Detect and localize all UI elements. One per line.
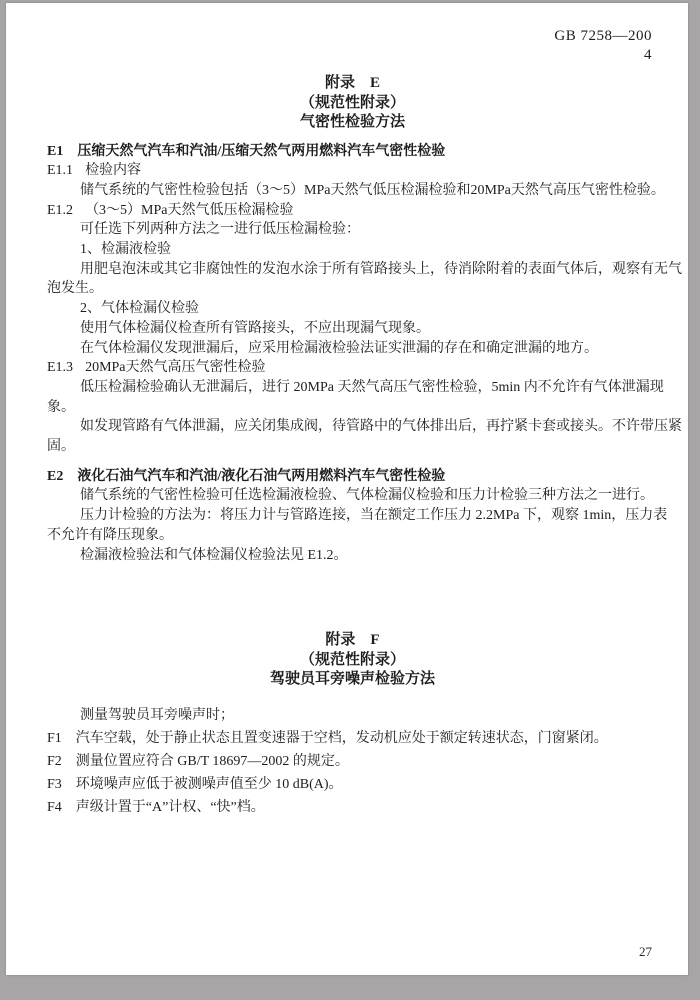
clause-number: F4 bbox=[47, 799, 62, 815]
paragraph-continuation bbox=[47, 279, 658, 299]
heading-e1-3 bbox=[47, 358, 658, 378]
paragraph-text: 不允许有降压现象。 bbox=[47, 527, 173, 543]
paragraph bbox=[47, 220, 658, 240]
clause-text: 液化石油气汽车和汽油/液化石油气两用燃料汽车气密性检验 bbox=[77, 468, 446, 484]
heading-e1 bbox=[47, 142, 658, 162]
paragraph-text: 用肥皂泡沫或其它非腐蚀性的发泡水涂于所有管路接头上，待消除附着的表面气体后，观察有无气 bbox=[80, 261, 682, 277]
clause-number: E1 bbox=[47, 143, 64, 159]
paragraph-continuation bbox=[47, 526, 658, 546]
paragraph-text: 储气系统的气密性检验可任选检漏液检验、气体检漏仪检验和压力计检验三种方法之一进行。 bbox=[80, 488, 654, 504]
paragraph-text: 储气系统的气密性检验包括（3～5）MPa天然气低压检漏检验和20MPa天然气高压气密性检验。 bbox=[80, 182, 665, 198]
paragraph bbox=[47, 378, 664, 398]
paragraph-text: 1、检漏液检验 bbox=[80, 242, 171, 258]
paragraph-text: 压力计检验的方法为：将压力计与管路连接，当在额定工作压力 2.2MPa 下，观察 1min，压力表 bbox=[80, 508, 668, 524]
appendix-e-body bbox=[47, 142, 682, 566]
paragraph bbox=[47, 260, 682, 280]
clause-number: E1.1 bbox=[47, 163, 74, 179]
paragraph-text: 泡发生。 bbox=[47, 281, 103, 297]
page-content bbox=[6, 74, 688, 819]
clause-f3 bbox=[47, 773, 658, 796]
clause-text: （3～5）MPa天然气低压检漏检验 bbox=[85, 202, 294, 218]
heading-e2 bbox=[47, 467, 658, 487]
paragraph-continuation bbox=[47, 437, 658, 457]
paragraph-text: 检漏液检验法和气体检漏仪检验法见 E1.2。 bbox=[80, 547, 348, 563]
paragraph-text: 象。 bbox=[47, 399, 75, 415]
clause-number: F3 bbox=[47, 776, 62, 792]
paragraph-text: 低压检漏检验确认无泄漏后，进行 20MPa 天然气高压气密性检验，5min 内不允许有气体泄漏现 bbox=[80, 379, 664, 395]
paragraph-text: 如发现管路有气体泄漏，应关闭集成阀，待管路中的气体排出后，再拧紧卡套或接头。不许带压紧 bbox=[80, 419, 682, 435]
paragraph bbox=[47, 319, 658, 339]
clause-text: 声级计置于“A”计权、“快”档。 bbox=[75, 799, 265, 815]
clause-text: 压缩天然气汽车和汽油/压缩天然气两用燃料汽车气密性检验 bbox=[77, 143, 446, 159]
clause-text: 汽车空载，处于静止状态且置变速器于空档，发动机应处于额定转速状态，门窗紧闭。 bbox=[75, 730, 608, 746]
clause-f2 bbox=[47, 750, 658, 773]
clause-text: 环境噪声应低于被测噪声值至少 10 dB(A)。 bbox=[75, 776, 343, 792]
clause-number: F1 bbox=[47, 730, 62, 746]
paragraph bbox=[47, 704, 658, 727]
appendix-f-heading: 驾驶员耳旁噪声检验方法 bbox=[269, 671, 435, 688]
appendix-e-subtitle: （规范性附录） bbox=[299, 94, 405, 111]
paragraph bbox=[47, 417, 682, 437]
paragraph-text: 2、气体检漏仪检验 bbox=[80, 301, 199, 317]
list-item bbox=[47, 299, 658, 319]
heading-e1-2 bbox=[47, 201, 658, 221]
clause-number: E1.3 bbox=[47, 360, 74, 376]
paragraph bbox=[47, 339, 658, 359]
appendix-f-title: 附录 F bbox=[325, 632, 380, 649]
appendix-e-title: 附录 E bbox=[324, 75, 380, 91]
paragraph-text: 在气体检漏仪发现泄漏后，应采用检漏液检验法证实泄漏的存在和确定泄漏的地方。 bbox=[80, 340, 598, 356]
paragraph-text: 可任选下列两种方法之一进行低压检漏检验： bbox=[80, 222, 360, 238]
paragraph-text: 固。 bbox=[47, 439, 75, 455]
appendix-e-heading: 气密性检验方法 bbox=[299, 114, 405, 130]
standard-number-line2: 4 bbox=[644, 47, 652, 63]
clause-text: 20MPa天然气高压气密性检验 bbox=[85, 360, 266, 376]
clause-text: 检验内容 bbox=[85, 163, 142, 179]
paragraph bbox=[47, 181, 665, 201]
paragraph-continuation bbox=[47, 398, 658, 418]
clause-number: E2 bbox=[47, 468, 64, 484]
page-number: 27 bbox=[639, 944, 652, 959]
paragraph-text: 使用气体检漏仪检查所有管路接头，不应出现漏气现象。 bbox=[80, 320, 430, 336]
paragraph bbox=[47, 546, 658, 566]
clause-f1 bbox=[47, 727, 658, 750]
appendix-f-body bbox=[47, 704, 658, 819]
clause-number: E1.2 bbox=[47, 202, 74, 218]
paragraph bbox=[47, 486, 658, 506]
clause-f4 bbox=[47, 796, 658, 819]
standard-number-line1: GB 7258—200 bbox=[554, 28, 652, 44]
heading-e1-1 bbox=[47, 161, 658, 181]
appendix-f-title-block bbox=[47, 631, 658, 690]
appendix-e-title-block bbox=[47, 74, 658, 133]
list-item bbox=[47, 240, 658, 260]
standard-number bbox=[6, 27, 688, 65]
clause-number: F2 bbox=[47, 753, 62, 769]
paragraph bbox=[47, 506, 668, 526]
clause-text: 测量位置应符合 GB/T 18697—2002 的规定。 bbox=[75, 753, 349, 769]
document-page bbox=[6, 3, 688, 975]
paragraph-text: 测量驾驶员耳旁噪声时； bbox=[80, 707, 234, 723]
appendix-f-subtitle: （规范性附录） bbox=[299, 651, 405, 668]
